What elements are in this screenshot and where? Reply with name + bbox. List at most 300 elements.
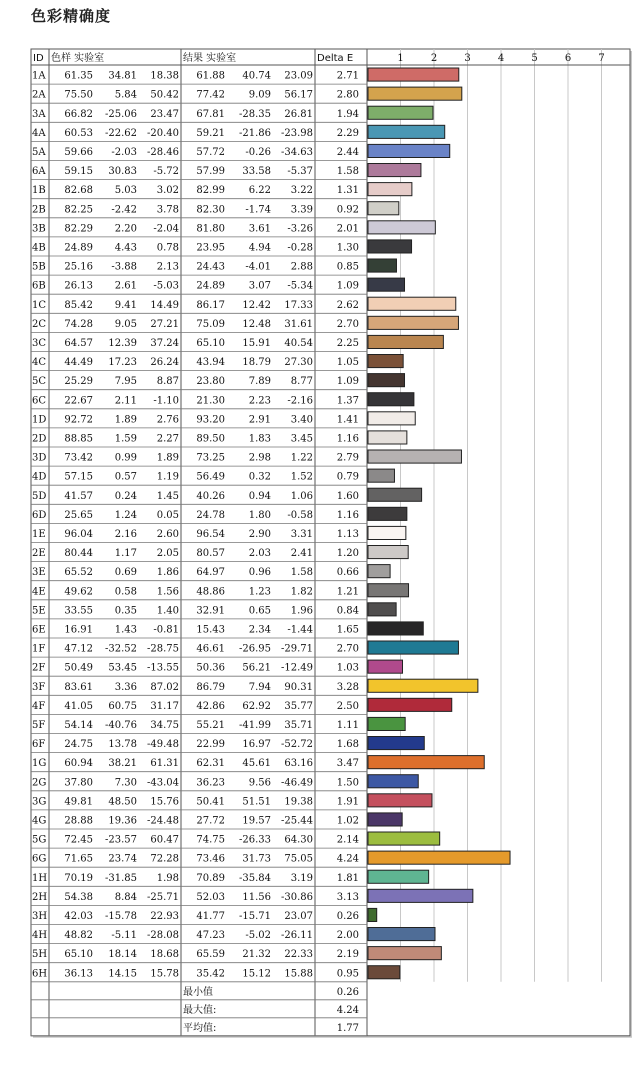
- result-lab-value: 12.42: [242, 299, 271, 311]
- delta-e-value: 1.16: [336, 433, 359, 445]
- result-lab-value: 3.39: [290, 204, 313, 216]
- sample-lab-value: 37.80: [64, 777, 93, 789]
- sample-lab-value: 8.84: [114, 891, 137, 903]
- delta-e-bar: [368, 259, 396, 272]
- sample-lab-value: 60.75: [108, 700, 137, 712]
- sample-lab-value: 0.69: [114, 567, 137, 579]
- result-lab-value: -30.86: [280, 891, 313, 903]
- row-id: 4E: [32, 586, 46, 598]
- row-id: 4C: [32, 357, 47, 369]
- row-id: 6B: [32, 280, 46, 292]
- delta-e-value: 1.03: [336, 662, 359, 674]
- result-lab-value: 1.80: [248, 509, 271, 521]
- result-lab-value: 11.56: [242, 891, 271, 903]
- result-lab-value: 3.61: [248, 223, 271, 235]
- sample-lab-value: 82.29: [64, 223, 93, 235]
- header-sample: 色样 实验室: [51, 53, 105, 64]
- delta-e-bar: [368, 679, 478, 692]
- sample-lab-value: 72.28: [150, 853, 179, 865]
- sample-lab-value: -3.88: [111, 261, 137, 273]
- sample-lab-value: 1.89: [156, 452, 179, 464]
- result-lab-value: -0.58: [287, 509, 313, 521]
- sample-lab-value: 9.41: [114, 299, 137, 311]
- sample-lab-value: 25.29: [64, 376, 93, 388]
- sample-lab-value: -25.71: [146, 891, 179, 903]
- result-lab-value: 62.31: [196, 758, 225, 770]
- delta-e-value: 0.79: [336, 471, 359, 483]
- delta-e-value: 1.13: [336, 529, 359, 540]
- delta-e-value: 2.80: [336, 89, 359, 101]
- result-lab-value: 7.89: [248, 376, 271, 388]
- result-lab-value: -35.84: [238, 872, 271, 884]
- summary-label: 平均值:: [183, 1022, 217, 1034]
- sample-lab-value: 1.45: [156, 490, 179, 502]
- delta-e-bar: [368, 164, 421, 177]
- result-lab-value: 56.49: [196, 471, 225, 483]
- result-lab-value: -23.98: [280, 127, 313, 139]
- row-id: 1F: [32, 643, 46, 655]
- result-lab-value: 27.30: [284, 357, 313, 369]
- result-lab-value: 1.52: [290, 471, 313, 483]
- sample-lab-value: 2.11: [114, 395, 137, 407]
- sample-lab-value: 2.13: [156, 261, 179, 273]
- delta-e-value: 1.68: [336, 739, 359, 751]
- sample-lab-value: 28.88: [64, 815, 93, 827]
- result-lab-value: 0.65: [248, 605, 271, 617]
- result-lab-value: -28.35: [238, 108, 271, 120]
- delta-e-value: 2.14: [336, 834, 359, 846]
- header-id: ID: [33, 53, 44, 64]
- delta-e-value: 1.16: [336, 509, 359, 521]
- summary-label: 最小值: [183, 986, 213, 998]
- row-id: 2F: [32, 662, 46, 674]
- result-lab-value: 86.17: [196, 299, 225, 311]
- delta-e-value: 2.29: [336, 127, 359, 139]
- sample-lab-value: 0.57: [114, 471, 137, 483]
- row-id: 2H: [32, 891, 48, 903]
- delta-e-bar: [368, 106, 433, 119]
- sample-lab-value: 72.45: [64, 834, 93, 846]
- result-lab-value: 40.54: [284, 338, 313, 349]
- sample-lab-value: 82.68: [64, 185, 93, 197]
- result-lab-value: 73.46: [196, 853, 225, 865]
- sample-lab-value: 48.82: [64, 930, 93, 942]
- sample-lab-value: 33.55: [64, 605, 93, 617]
- delta-e-bar: [368, 832, 440, 845]
- result-lab-value: 41.77: [196, 911, 225, 922]
- sample-lab-value: -49.48: [146, 739, 179, 751]
- sample-lab-value: 1.19: [156, 471, 179, 483]
- result-lab-value: 2.23: [248, 395, 271, 407]
- result-lab-value: -0.26: [245, 147, 271, 158]
- result-lab-value: 51.51: [242, 796, 271, 808]
- result-lab-value: 74.75: [196, 834, 225, 846]
- delta-e-bar: [368, 68, 459, 81]
- result-lab-value: 1.83: [248, 433, 271, 445]
- delta-e-bar: [368, 297, 456, 310]
- sample-lab-value: 1.24: [114, 509, 137, 521]
- summary-value: 4.24: [336, 1004, 359, 1016]
- delta-e-value: 1.21: [336, 586, 359, 598]
- result-lab-value: 35.42: [196, 968, 225, 980]
- result-lab-value: 50.41: [196, 796, 225, 808]
- result-lab-value: 15.43: [196, 624, 225, 636]
- row-id: 6H: [32, 968, 48, 980]
- result-lab-value: 15.12: [242, 968, 271, 980]
- row-id: 3F: [32, 681, 46, 693]
- delta-e-bar: [368, 794, 432, 807]
- row-id: 3E: [32, 567, 46, 579]
- delta-e-value: 3.13: [336, 891, 359, 903]
- result-lab-value: 47.23: [196, 930, 225, 942]
- delta-e-bar: [368, 469, 394, 482]
- sample-lab-value: 87.02: [150, 681, 179, 693]
- sample-lab-value: 50.42: [150, 89, 179, 101]
- result-lab-value: -12.49: [280, 662, 313, 674]
- sample-lab-value: 85.42: [64, 299, 93, 311]
- sample-lab-value: 7.30: [114, 777, 137, 789]
- result-lab-value: -5.34: [287, 280, 313, 292]
- result-lab-value: 1.22: [290, 452, 313, 464]
- delta-e-bar: [368, 183, 412, 196]
- summary-label: 最大值:: [183, 1004, 217, 1016]
- sample-lab-value: 24.75: [64, 739, 93, 751]
- result-lab-value: 1.23: [248, 586, 271, 598]
- result-lab-value: 3.45: [290, 433, 313, 445]
- sample-lab-value: 1.89: [114, 414, 137, 426]
- result-lab-value: 56.21: [242, 662, 271, 674]
- sample-lab-value: 48.50: [108, 796, 137, 808]
- result-lab-value: 31.61: [284, 318, 313, 330]
- result-lab-value: 1.82: [290, 586, 313, 598]
- delta-e-value: 0.85: [336, 261, 359, 273]
- sample-lab-value: -24.48: [146, 815, 179, 827]
- sample-lab-value: 12.39: [108, 338, 137, 349]
- result-lab-value: -1.74: [245, 204, 271, 216]
- delta-e-bar: [368, 431, 407, 444]
- sample-lab-value: -43.04: [146, 777, 179, 789]
- sample-lab-value: 5.84: [114, 89, 137, 101]
- sample-lab-value: 60.94: [64, 758, 93, 770]
- result-lab-value: 56.17: [284, 89, 313, 101]
- result-lab-value: 40.74: [242, 70, 271, 82]
- axis-tick-label: 7: [598, 53, 605, 64]
- result-lab-value: 15.88: [284, 968, 313, 980]
- delta-e-value: 2.19: [336, 949, 359, 961]
- result-lab-value: 3.19: [290, 872, 313, 884]
- result-lab-value: 33.58: [242, 166, 271, 178]
- delta-e-value: 2.00: [336, 930, 359, 942]
- delta-e-bar: [368, 240, 412, 253]
- sample-lab-value: 8.87: [156, 376, 179, 388]
- delta-e-value: 3.47: [336, 758, 359, 770]
- sample-lab-value: -15.78: [104, 911, 137, 922]
- delta-e-value: 0.26: [336, 911, 359, 922]
- axis-tick-label: 6: [564, 53, 572, 64]
- sample-lab-value: 14.15: [108, 968, 137, 980]
- header-result: 结果 实验室: [183, 53, 237, 64]
- row-id: 1A: [32, 70, 46, 82]
- result-lab-value: 9.56: [248, 777, 271, 789]
- sample-lab-value: -32.52: [104, 643, 137, 655]
- sample-lab-value: 59.15: [64, 166, 93, 178]
- result-lab-value: 46.61: [196, 643, 225, 655]
- sample-lab-value: 1.43: [114, 624, 137, 636]
- sample-lab-value: 2.20: [114, 223, 137, 235]
- result-lab-value: -26.95: [238, 643, 271, 655]
- row-id: 5H: [32, 949, 48, 961]
- sample-lab-value: 26.24: [150, 357, 179, 369]
- sample-lab-value: 70.19: [64, 872, 93, 884]
- row-id: 5G: [32, 834, 47, 846]
- row-id: 1E: [32, 529, 46, 540]
- delta-e-bar: [368, 947, 441, 960]
- delta-e-value: 1.50: [336, 777, 359, 789]
- sample-lab-value: 27.21: [150, 318, 179, 330]
- delta-e-value: 4.24: [336, 853, 359, 865]
- delta-e-value: 1.09: [336, 376, 359, 388]
- row-id: 6E: [32, 624, 46, 636]
- result-lab-value: 15.91: [242, 338, 271, 349]
- result-lab-value: 65.59: [196, 949, 225, 961]
- delta-e-value: 2.01: [336, 223, 359, 235]
- sample-lab-value: 4.43: [114, 242, 137, 254]
- axis-tick-label: 4: [497, 53, 505, 64]
- delta-e-bar: [368, 87, 462, 100]
- delta-e-bar: [368, 278, 405, 291]
- row-id: 5D: [32, 490, 47, 502]
- delta-e-value: 2.71: [336, 70, 359, 82]
- delta-e-bar: [368, 928, 435, 941]
- result-lab-value: 96.54: [196, 529, 225, 540]
- result-lab-value: -5.37: [287, 166, 313, 178]
- sample-lab-value: 41.05: [64, 700, 93, 712]
- sample-lab-value: -2.42: [111, 204, 137, 216]
- axis-tick-label: 3: [464, 53, 471, 64]
- sample-lab-value: 24.89: [64, 242, 93, 254]
- result-lab-value: 59.21: [196, 127, 225, 139]
- result-lab-value: 8.77: [290, 376, 313, 388]
- delta-e-bar: [368, 908, 377, 921]
- result-lab-value: 48.86: [196, 586, 225, 598]
- row-id: 6G: [32, 853, 47, 865]
- result-lab-value: 12.48: [242, 318, 271, 330]
- sample-lab-value: -13.55: [146, 662, 179, 674]
- page-title: 色彩精确度: [31, 7, 112, 25]
- delta-e-bar: [368, 851, 510, 864]
- delta-e-value: 2.50: [336, 700, 359, 712]
- sample-lab-value: 64.57: [64, 338, 93, 349]
- delta-e-value: 2.44: [336, 147, 359, 158]
- sample-lab-value: 37.24: [150, 338, 179, 349]
- sample-lab-value: 34.81: [108, 70, 137, 82]
- delta-e-bar: [368, 374, 405, 387]
- sample-lab-value: 22.93: [150, 911, 179, 922]
- result-lab-value: 7.94: [248, 681, 271, 693]
- result-lab-value: 2.91: [248, 414, 271, 426]
- delta-e-value: 1.41: [336, 414, 359, 426]
- delta-e-value: 2.25: [336, 338, 359, 349]
- result-lab-value: 67.81: [196, 108, 225, 120]
- result-lab-value: 26.81: [284, 108, 313, 120]
- sample-lab-value: 65.10: [64, 949, 93, 961]
- delta-e-bar: [368, 125, 445, 138]
- sample-lab-value: 31.17: [150, 700, 179, 712]
- result-lab-value: 77.42: [196, 89, 225, 101]
- sample-lab-value: 73.42: [64, 452, 93, 464]
- result-lab-value: 23.95: [196, 242, 225, 254]
- delta-e-value: 1.31: [336, 185, 359, 197]
- sample-lab-value: 75.50: [64, 89, 93, 101]
- delta-e-value: 1.30: [336, 242, 359, 254]
- result-lab-value: 89.50: [196, 433, 225, 445]
- sample-lab-value: 49.62: [64, 586, 93, 598]
- result-lab-value: -15.71: [238, 911, 271, 922]
- result-lab-value: 42.86: [196, 700, 225, 712]
- sample-lab-value: -31.85: [104, 872, 137, 884]
- delta-e-value: 1.05: [336, 357, 359, 369]
- sample-lab-value: 2.16: [114, 529, 137, 540]
- sample-lab-value: 7.95: [114, 376, 137, 388]
- result-lab-value: 3.07: [248, 280, 271, 292]
- axis-tick-label: 5: [531, 53, 538, 64]
- result-lab-value: 40.26: [196, 490, 225, 502]
- result-lab-value: 1.58: [290, 567, 313, 579]
- row-id: 6C: [32, 395, 47, 407]
- sample-lab-value: 1.40: [156, 605, 179, 617]
- result-lab-value: 86.79: [196, 681, 225, 693]
- result-lab-value: 62.92: [242, 700, 271, 712]
- delta-e-value: 2.70: [336, 318, 359, 330]
- result-lab-value: -26.11: [280, 930, 313, 942]
- result-lab-value: -34.63: [280, 147, 313, 158]
- result-lab-value: 2.03: [248, 548, 271, 560]
- row-id: 3A: [32, 108, 46, 120]
- sample-lab-value: 1.17: [114, 548, 137, 560]
- sample-lab-value: -28.75: [146, 643, 179, 655]
- delta-e-bar: [368, 202, 399, 215]
- delta-e-bar: [368, 507, 407, 520]
- sample-lab-value: 34.75: [150, 720, 179, 731]
- row-id: 6A: [32, 166, 46, 178]
- sample-lab-value: -5.03: [153, 280, 179, 292]
- delta-e-value: 1.02: [336, 815, 359, 827]
- axis-tick-label: 2: [430, 53, 438, 64]
- result-lab-value: 0.32: [248, 471, 271, 483]
- delta-e-value: 0.84: [336, 605, 359, 617]
- result-lab-value: 50.36: [196, 662, 225, 674]
- sample-lab-value: -20.40: [146, 127, 179, 139]
- row-id: 5A: [32, 147, 46, 158]
- result-lab-value: -46.49: [280, 777, 313, 789]
- result-lab-value: 23.80: [196, 376, 225, 388]
- sample-lab-value: 0.35: [114, 605, 137, 617]
- result-lab-value: 80.57: [196, 548, 225, 560]
- sample-lab-value: -2.04: [153, 223, 179, 235]
- sample-lab-value: 83.61: [64, 681, 93, 693]
- sample-lab-value: 5.03: [114, 185, 137, 197]
- sample-lab-value: 88.85: [64, 433, 93, 445]
- result-lab-value: 64.30: [284, 834, 313, 846]
- result-lab-value: 75.05: [284, 853, 313, 865]
- result-lab-value: -21.86: [238, 127, 271, 139]
- result-lab-value: 63.16: [284, 758, 313, 770]
- delta-e-value: 1.20: [336, 548, 359, 560]
- delta-e-value: 0.95: [336, 968, 359, 980]
- delta-e-value: 2.70: [336, 643, 359, 655]
- delta-e-bar: [368, 660, 403, 673]
- sample-lab-value: 41.57: [64, 490, 93, 502]
- result-lab-value: 73.25: [196, 452, 225, 464]
- row-id: 2C: [32, 318, 47, 330]
- sample-lab-value: 38.21: [108, 758, 137, 770]
- sample-lab-value: 60.53: [64, 127, 93, 139]
- sample-lab-value: 15.76: [150, 796, 179, 808]
- delta-e-value: 1.58: [336, 166, 359, 178]
- delta-e-value: 2.79: [336, 452, 359, 464]
- delta-e-value: 0.66: [336, 567, 359, 579]
- sample-lab-value: 22.67: [64, 395, 93, 407]
- result-lab-value: 19.38: [284, 796, 313, 808]
- delta-e-bar: [368, 144, 450, 157]
- delta-e-bar: [368, 775, 418, 788]
- sample-lab-value: 2.27: [156, 433, 179, 445]
- sample-lab-value: 71.65: [64, 853, 93, 865]
- sample-lab-value: 82.25: [64, 204, 93, 216]
- sample-lab-value: 2.05: [156, 548, 179, 560]
- delta-e-value: 0.92: [336, 204, 359, 216]
- result-lab-value: 81.80: [196, 223, 225, 235]
- row-id: 5E: [32, 605, 46, 617]
- header-delta-e: Delta E: [317, 53, 354, 64]
- result-lab-value: -25.44: [280, 815, 313, 827]
- result-lab-value: 16.97: [242, 739, 271, 751]
- sample-lab-value: -22.62: [104, 127, 137, 139]
- delta-e-bar: [368, 412, 415, 425]
- row-id: 3D: [32, 452, 47, 464]
- sample-lab-value: -25.06: [104, 108, 137, 120]
- sample-lab-value: 2.60: [156, 529, 179, 540]
- result-lab-value: 2.41: [290, 548, 313, 560]
- delta-e-bar: [368, 870, 429, 883]
- sample-lab-value: 14.49: [150, 299, 179, 311]
- summary-value: 0.26: [336, 986, 359, 998]
- result-lab-value: 1.96: [290, 605, 313, 617]
- sample-lab-value: 9.05: [114, 318, 137, 330]
- row-id: 4A: [32, 127, 46, 139]
- result-lab-value: 55.21: [196, 720, 225, 731]
- delta-e-bar: [368, 737, 424, 750]
- result-lab-value: -5.02: [245, 930, 271, 942]
- row-id: 3H: [32, 911, 48, 922]
- sample-lab-value: 44.49: [64, 357, 93, 369]
- sample-lab-value: -23.57: [104, 834, 137, 846]
- sample-lab-value: 30.83: [108, 166, 137, 178]
- delta-e-bar: [368, 450, 461, 463]
- delta-e-value: 1.81: [336, 872, 359, 884]
- delta-e-value: 1.94: [336, 108, 359, 120]
- result-lab-value: 19.57: [242, 815, 271, 827]
- delta-e-bar: [368, 221, 435, 234]
- sample-lab-value: 26.13: [64, 280, 93, 292]
- sample-lab-value: -2.03: [111, 147, 137, 158]
- result-lab-value: -29.71: [280, 643, 313, 655]
- sample-lab-value: 92.72: [64, 414, 93, 426]
- delta-e-bar: [368, 355, 403, 368]
- sample-lab-value: 0.78: [156, 242, 179, 254]
- result-lab-value: 93.20: [196, 414, 225, 426]
- sample-lab-value: 15.78: [150, 968, 179, 980]
